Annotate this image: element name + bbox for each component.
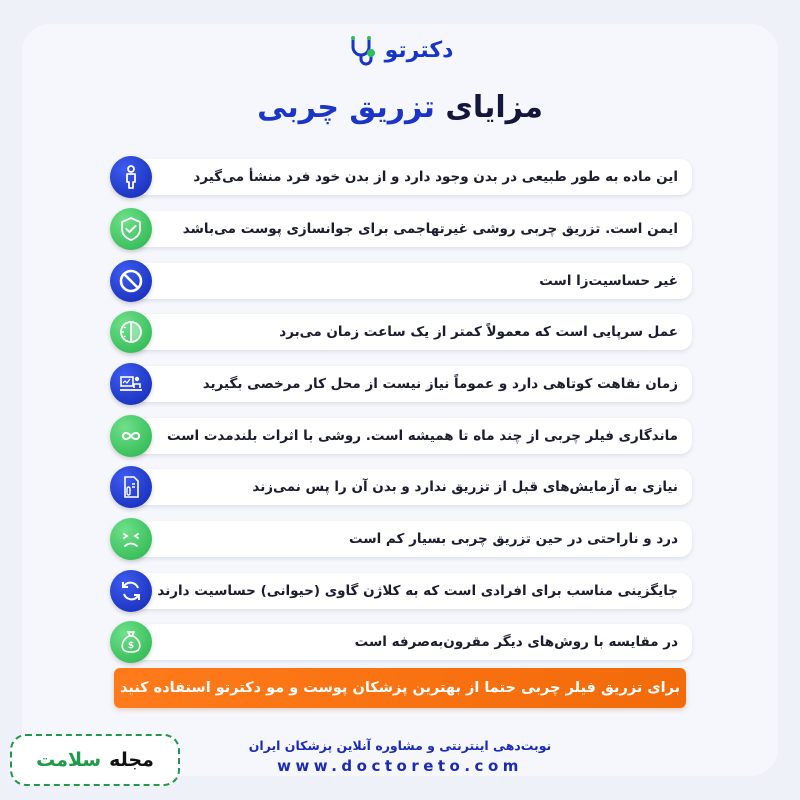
title-highlight: تزریق چربی (257, 90, 435, 125)
benefit-row (122, 314, 692, 350)
magazine-badge[interactable] (10, 734, 180, 786)
benefit-row (122, 469, 692, 505)
benefit-text: غیر حساسیت‌زا است (539, 273, 678, 289)
benefit-text: جایگزینی مناسب برای افرادی است که به کلاژن گاوی (حیوانی) حساسیت دارند (157, 583, 678, 599)
title-prefix: مزایای (445, 90, 543, 125)
benefit-row (122, 624, 692, 660)
benefit-row (122, 418, 692, 454)
workstation-icon (110, 363, 152, 405)
benefit-row (122, 159, 692, 195)
swap-icon (110, 570, 152, 612)
svg-text:$: $ (127, 641, 135, 651)
shield-check-icon (110, 208, 152, 250)
cta-banner[interactable] (114, 668, 686, 708)
prohibited-icon (110, 260, 152, 302)
lab-test-icon (110, 466, 152, 508)
benefit-text: عمل سرپایی است که معمولاً کمتر از یک ساعت زمان می‌برد (279, 324, 678, 340)
magazine-word-1: مجله (109, 749, 154, 771)
benefit-text: در مقایسه با روش‌های دیگر مقرون‌به‌صرفه است (354, 634, 678, 650)
benefit-text: ایمن است. تزریق چربی روشی غیرتهاجمی برای جوانسازی پوست می‌باشد (182, 221, 678, 237)
benefit-row (122, 521, 692, 557)
website-link[interactable]: www.doctoreto.com (277, 757, 523, 775)
benefit-text: ماندگاری فیلر چربی از چند ماه تا همیشه است. روشی با اثرات بلندمدت است (166, 428, 678, 444)
infinity-icon (110, 415, 152, 457)
footer-tagline: نوبت‌دهی اینترنتی و مشاوره آنلاین پزشکان ایران (248, 738, 552, 753)
benefit-text: این ماده به طور طبیعی در بدن وجود دارد و از بدن خود فرد منشأ می‌گیرد (193, 169, 678, 185)
benefit-row (122, 573, 692, 609)
benefit-row (122, 366, 692, 402)
benefit-text: نیازی به آزمایش‌های قبل از تزریق ندارد و بدن آن را پس نمی‌زند (252, 479, 678, 495)
money-bag-icon (110, 621, 152, 663)
benefit-row (122, 263, 692, 299)
clock-icon (110, 311, 152, 353)
benefit-text: درد و ناراحتی در حین تزریق چربی بسیار کم است (349, 531, 678, 547)
magazine-word-2: سلامت (36, 749, 102, 771)
cta-text: برای تزریق فیلر چربی حتما از بهترین پزشکان پوست و مو دکترتو استفاده کنید (119, 680, 681, 696)
benefit-text: زمان نقاهت کوتاهی دارد و عموماً نیاز نیست از محل کار مرخصی بگیرید (202, 376, 678, 392)
benefit-row (122, 211, 692, 247)
person-icon (110, 156, 152, 198)
logo-text: دکترتو (384, 37, 454, 63)
pain-face-icon (110, 518, 152, 560)
